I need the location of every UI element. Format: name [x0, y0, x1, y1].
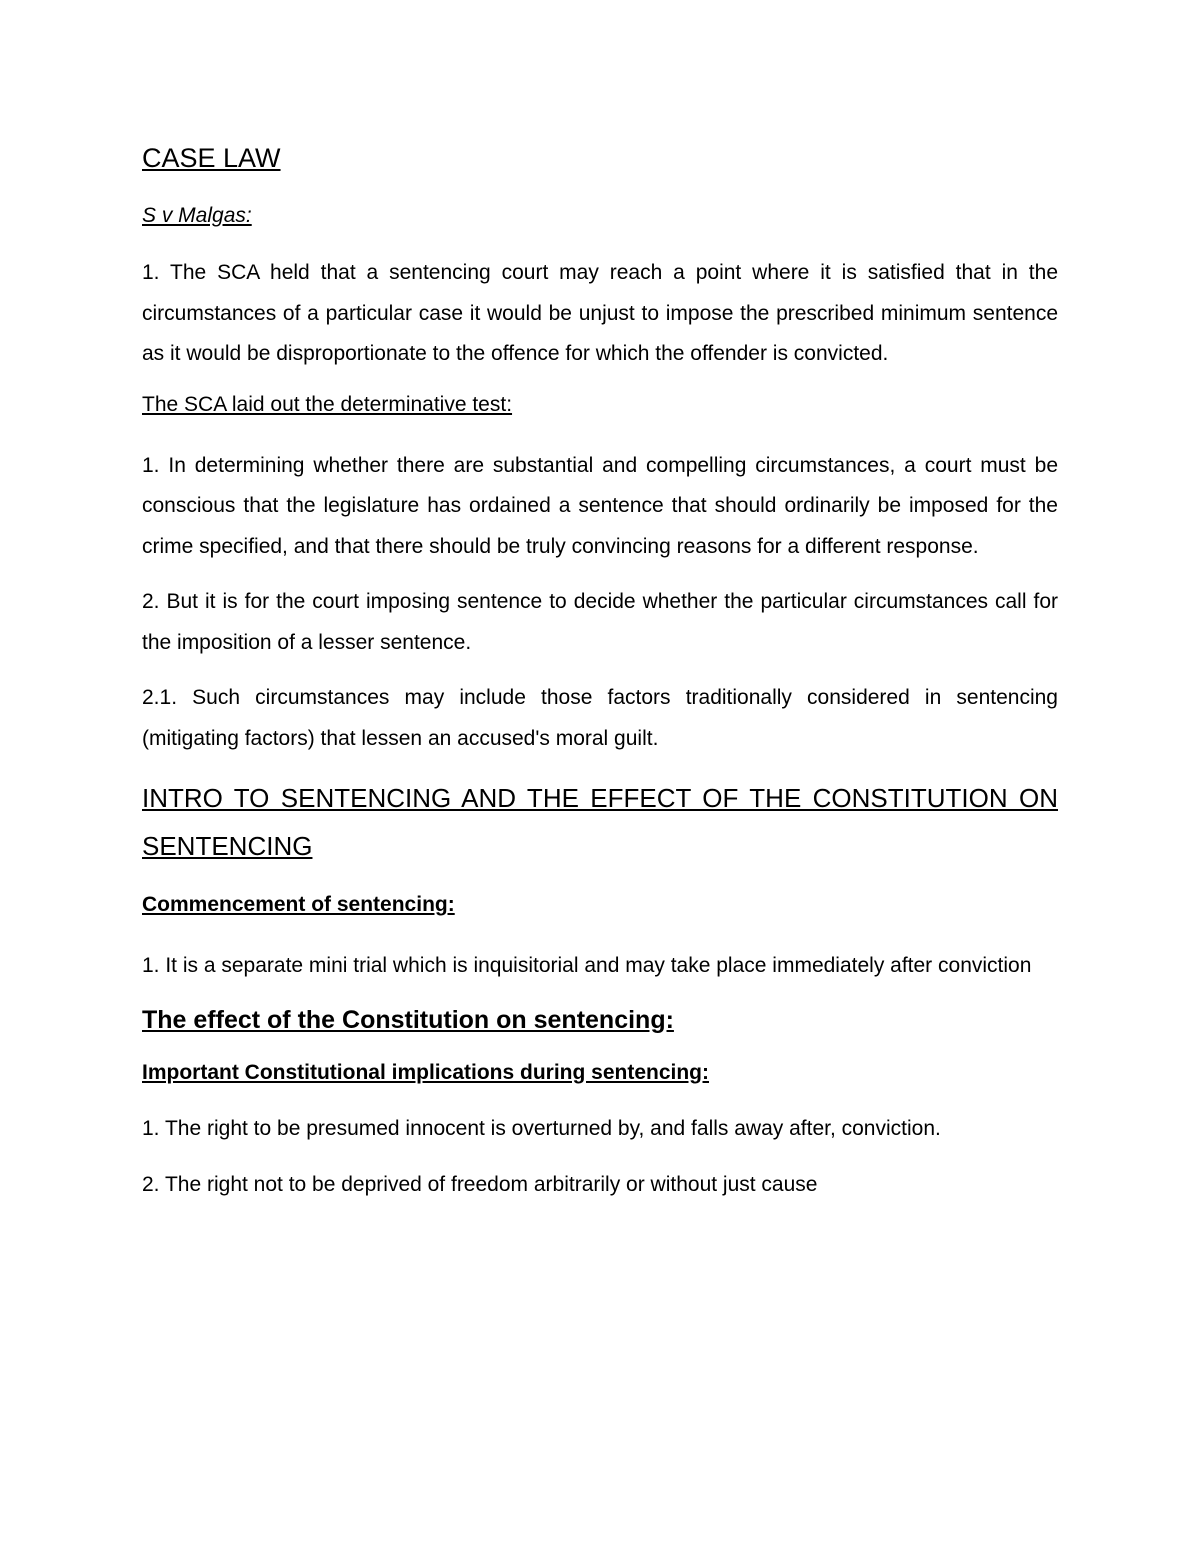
- case-law-heading: CASE LAW: [142, 143, 281, 173]
- implication-item-2: 2. The right not to be deprived of freedom arbitrarily or without just cause: [142, 1172, 818, 1196]
- test-heading: The SCA laid out the determinative test:: [142, 392, 513, 416]
- implications-heading: Important Constitutional implications during sentencing:: [142, 1060, 709, 1084]
- intro-heading: INTRO TO SENTENCING AND THE EFFECT OF THE CONSTITUTION ON SENTENCING: [142, 783, 1058, 861]
- commencement-item: 1. It is a separate mini trial which is inquisitorial and may take place immediately after conviction: [142, 954, 1032, 977]
- document-page: [142, 140, 1058, 1226]
- commencement-heading: Commencement of sentencing:: [142, 893, 455, 916]
- held-paragraph: 1. The SCA held that a sentencing court may reach a point where it is satisfied that in the circumstances of a particular case it would be unjust to impose the prescribed minimum sentence as it would be disproportionate to the offence for which the offender is convicted.: [142, 261, 1058, 365]
- implication-item-1: 1. The right to be presumed innocent is overturned by, and falls away after, conviction.: [142, 1116, 941, 1140]
- test-item-2-1: 2.1. Such circumstances may include those factors traditionally considered in sentencing (mitigating factors) that lessen an accused's moral guilt.: [142, 686, 1058, 750]
- case-name: S v Malgas:: [142, 204, 252, 227]
- test-item-2: 2. But it is for the court imposing sentence to decide whether the particular circumstances call for the imposition of a lesser sentence.: [142, 590, 1058, 654]
- constitution-heading: The effect of the Constitution on sentencing:: [142, 1005, 674, 1034]
- test-item-1: 1. In determining whether there are substantial and compelling circumstances, a court must be conscious that the legislature has ordained a sentence that should ordinarily be imposed for the crime specified, and that there should be truly convincing reasons for a different response.: [142, 453, 1058, 558]
